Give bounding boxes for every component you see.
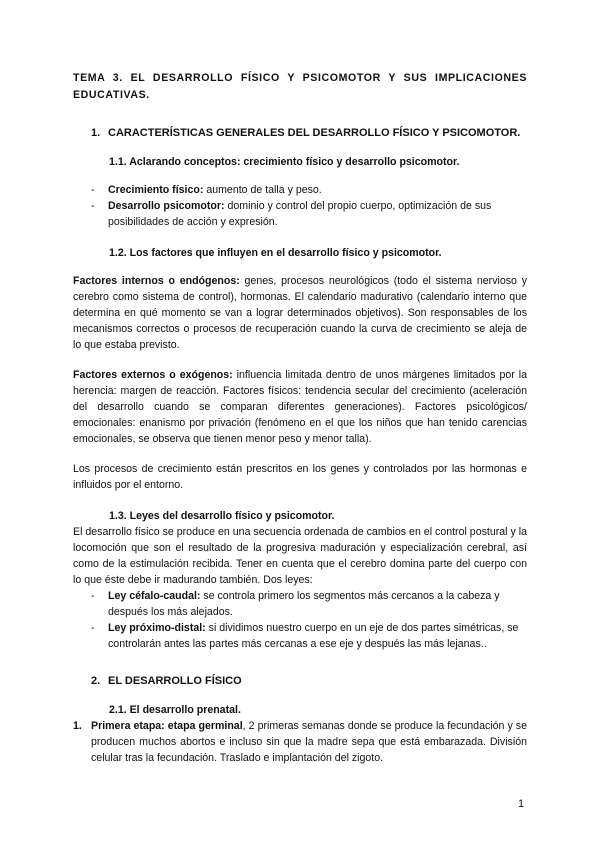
laws-list xyxy=(73,588,527,652)
list-item: 1. Primera etapa: etapa germinal, 2 primeras semanas donde se produce la fecundación y se producen muchos abortos e incluso sin que la madre sepa que está embarazada. División celular tras la fecundación. Traslado e implantación del zigoto. xyxy=(73,720,527,764)
document-title: TEMA 3. EL DESARROLLO FÍSICO Y PSICOMOTOR Y SUS IMPLICACIONES EDUCATIVAS. xyxy=(73,72,527,101)
section-1-heading xyxy=(91,127,527,139)
list-item: - Crecimiento físico: aumento de talla y peso. xyxy=(91,184,322,196)
section-1-number: 1. xyxy=(91,127,101,139)
subsection-1-3-heading: 1.3. Leyes del desarrollo físico y psicomotor. xyxy=(109,510,335,522)
growth-processes-paragraph: Los procesos de crecimiento están prescritos en los genes y controlados por las hormonas e influidos por el entorno. xyxy=(73,463,527,491)
external-factors-paragraph: Factores externos o exógenos: influencia limitada dentro de unos márgenes limitados por la herencia: margen de reacción. Factores físicos: tendencia secular del crecimiento (aceleración del desarrollo cuando se comparan diferentes generaciones). Factores psicológicos/ emocionales: enanismo por privación (fenómeno en el que los niños que han tenido carencias emocionales, se observa que tienen menor peso y menor talla). xyxy=(73,369,527,445)
list-item: - Desarrollo psicomotor: dominio y control del propio cuerpo, optimización de sus posibilidades de acción y expresión. xyxy=(91,200,492,228)
subsection-1-2-heading: 1.2. Los factores que influyen en el desarrollo físico y psicomotor. xyxy=(109,247,442,259)
subsection-1-1-heading: 1.1. Aclarando conceptos: crecimiento físico y desarrollo psicomotor. xyxy=(109,156,460,168)
section-2-title: EL DESARROLLO FÍSICO xyxy=(108,675,242,687)
concepts-list xyxy=(73,182,527,230)
section-2-number: 2. xyxy=(91,675,101,687)
laws-intro-paragraph: El desarrollo físico se produce en una secuencia ordenada de cambios en el control postural y la locomoción que son el resultado de la progresiva maduración y especialización cerebral, así como de la estimulación recibida. Tener en cuenta que el cerebro domina parte del cuerpo con lo que éste debe ir madurando también. Dos leyes: xyxy=(73,526,527,586)
list-item: - Ley próximo-distal: si dividimos nuestro cuerpo en un eje de dos partes simétricas, se controlarán antes las partes más cercanas a ese eje y después las más lejanas.. xyxy=(91,622,519,650)
section-2-heading xyxy=(91,675,527,687)
internal-factors-paragraph: Factores internos o endógenos: genes, procesos neurológicos (todo el sistema nervioso y cerebro como sistema de control), hormonas. El calendario madurativo (calendario interno que determina en qué momento se van a lograr determinados objetivos). Son responsables de los mecanismos correctos o procesos de recuperación cuando la curva de crecimiento se aleja de lo que estaba previsto. xyxy=(73,275,528,351)
document-page xyxy=(73,70,527,766)
list-item: - Ley céfalo-caudal: se controla primero los segmentos más cercanos a la cabeza y después los más alejados. xyxy=(91,590,500,618)
subsection-2-1-heading: 2.1. El desarrollo prenatal. xyxy=(109,704,241,716)
prenatal-stages-list xyxy=(73,718,527,766)
section-1-title: CARACTERÍSTICAS GENERALES DEL DESARROLLO FÍSICO Y PSICOMOTOR. xyxy=(108,127,521,139)
page-number: 1 xyxy=(518,798,525,810)
